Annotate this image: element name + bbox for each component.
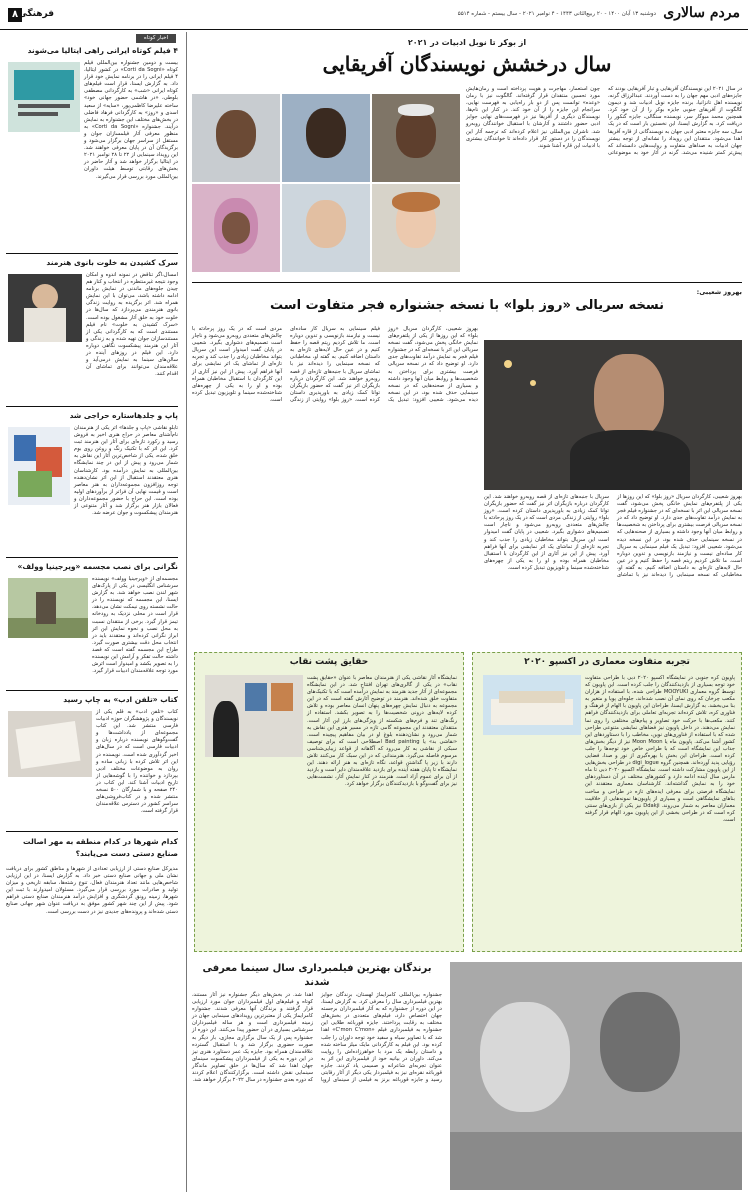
section-label: فرهنگی bbox=[18, 9, 54, 19]
sidebar-header: اخبار کوتاه bbox=[136, 34, 176, 43]
bottom-headline: برندگان بهترین فیلمبرداری سال سینما معرفی شدند bbox=[202, 963, 432, 988]
feature-article bbox=[192, 286, 742, 646]
divider bbox=[6, 557, 178, 558]
sidebar-item-body: مدیرکل صنایع دستی از ارزیابی تعدادی از شهرها و مناطق کشور برای دریافت نشان ملی و جهانی صنایع دستی خبر داد. به گزارش ایسنا، در این ارزیابی شاخص‌هایی مانند تعداد هنرمندان فعال، تنوع رشته‌ها، سابقه تاریخی و میزان تولید و صادرات مورد بررسی قرار می‌گیرد. مسئولان امیدوارند با ثبت این شهرها، زمینه رونق گردشگری و افزایش درآمد هنرمندان صنایع دستی فراهم شود. پیش از این چند شهر کشور موفق به دریافت عنوان شهر جهانی صنایع دستی شده‌اند و پرونده‌های جدیدی نیز در دست بررسی است. bbox=[6, 866, 178, 915]
sidebar-item-title: کدام شهرها در کدام منطقه به مهر اصالت صنایع دستی دست می‌یابند؟ bbox=[23, 837, 178, 858]
lead-article bbox=[192, 36, 742, 278]
masthead bbox=[0, 0, 748, 30]
author-portraits bbox=[192, 94, 460, 272]
author-photo bbox=[372, 184, 460, 272]
column-rule bbox=[186, 32, 187, 1192]
sidebar-item-body: کتاب «تلفن ادب» به قلم یکی از نویسندگان و پژوهشگران حوزه ادبیات فارسی منتشر شد. این کتاب مجموعه‌ای از یادداشت‌ها و گفت‌وگوهای نویسنده درباره زبان و ادبیات فارسی است که در سال‌های اخیر گردآوری شده است. نویسنده در این اثر تلاش کرده با زبانی ساده و روان به موضوعات مختلف ادبی بپردازد و خواننده را با گوشه‌هایی از تاریخ ادبیات آشنا کند. این کتاب در ۲۴۰ صفحه و با شمارگان ۵۰۰ نسخه منتشر شده و در کتاب‌فروشی‌های سراسر کشور در دسترس علاقه‌مندان قرار گرفته است. bbox=[96, 709, 178, 815]
sidebar-item-body: مجسمه‌ای از «ویرجینیا وولف» نویسنده سرشناس انگلیسی در یکی از پارک‌های شهر لندن نصب خواهد شد. به گزارش ایسنا، این مجسمه که نویسنده را در حالت نشسته روی نیمکت نشان می‌دهد، قرار است در محلی نزدیک به رودخانه تیمز قرار گیرد. برخی از منتقدان نسبت به محل نصب و نحوه نمایش این اثر ابراز نگرانی کرده‌اند و معتقدند باید در انتخاب محل دقت بیشتری صورت گیرد. طراح این مجسمه گفته است که قصد داشته حالت تفکر و آرامش این نویسنده را به تصویر بکشد و امیدوار است اثرش مورد توجه علاقه‌مندان ادبیات قرار گیرد. bbox=[92, 576, 178, 675]
sidebar-item-body: بیست و دومین جشنواره بین‌المللی فیلم کوتاه «Corti da Sogni» در کشور ایتالیا، ۴ فیلم ایرانی را در برنامه نمایش خود قرار داد. به گزارش ایسنا، قرار است فیلم‌های کوتاه ایرانی «شب» به کارگردانی مصطفی بلوطی، «در هاشمی حضور جهانی خود» ساخته علیرضا کاظمی‌پور، «سایه» از سعید اسدی و «روز» به کارگردانی فرهاد فاضلی در بخش‌های مختلف این جشنواره به نمایش درآیند. جشنواره «Corti da Sogni» به منظور معرفی آثار فیلمسازان جوان و مستقل از سراسر جهان برگزار می‌شود و برگزیدگان آن در پایان معرفی خواهند شد. این رویداد سینمایی از ۲۲ تا ۲۸ نوامبر ۲۰۲۱ در ایتالیا برگزار خواهد شد و آثار حاضر در بخش‌های رقابتی توسط هیئت داوران بین‌المللی مورد بررسی قرار می‌گیرند. bbox=[84, 60, 178, 180]
sidebar-item-body: تابلو نقاشی «پاپ و جلدها» اثر یکی از هنرمندان نام‌آشنای معاصر در حراج هنری اخیر به فروش رسید و رکورد تازه‌ای برای آثار این هنرمند ثبت کرد. این اثر که با تکنیک رنگ و روغن روی بوم خلق شده، یکی از شاخص‌ترین آثار این نقاش به شمار می‌رود و پیش از این در چند نمایشگاه بین‌المللی به نمایش درآمده بود. کارشناسان هنری معتقدند استقبال از این اثر نشان‌دهنده توجه روزافزون مجموعه‌داران به هنر معاصر است و قیمت نهایی آن فراتر از برآوردهای اولیه بوده است. این حراج با حضور مجموعه‌داران و فعالان بازار هنر برگزار شد و آثار متنوعی از هنرمندان پیشکسوت و جوان عرضه شد. bbox=[74, 425, 178, 517]
section-label-box bbox=[8, 6, 52, 24]
feature-byline: بهروز شعیبی: bbox=[696, 288, 742, 296]
bottom-body: جشنواره بین‌المللی کامرایماژ لهستان، برندگان جوایز بهترین فیلمبرداری سال را معرفی کرد. به گزارش ایسنا، در این دوره از جشنواره که به آثار فیلمبرداران برجسته جهان اختصاص دارد، فیلم‌های متعددی در بخش‌های مختلف به رقابت پرداختند. جایزه قورباغه طلایی این جشنواره به فیلمبرداری فیلم «C'mon C'mon» اهدا شد که با تصاویر سیاه و سفید خود توجه داوران را جلب کرده بود. این فیلم به کارگردانی مایک میلز ساخته شده و داستان رابطه یک مرد با خواهرزاده‌اش را روایت می‌کند. داوران در بیانیه خود از فیلمبرداری این اثر به عنوان تجربه‌ای شاعرانه و صمیمی یاد کردند. جایزه قورباغه نقره‌ای نیز به فیلمبردار یکی دیگر از آثار رقابتی رسید و جایزه قورباغه برنز به فیلمی از سینمای اروپا اهدا شد. در بخش‌های دیگر جشنواره نیز آثار مستند، کوتاه و فیلم‌های اول فیلمبرداران جوان مورد ارزیابی قرار گرفتند و برندگان آنها معرفی شدند. جشنواره کامرایماژ یکی از معتبرترین رویدادهای سینمایی جهان در زمینه فیلمبرداری است و هر ساله فیلمبرداران سرشناس بسیاری در آن حضور پیدا می‌کنند. این دوره از جشنواره پس از یک سال برگزاری مجازی، بار دیگر به صورت حضوری برگزار شد و با استقبال گسترده علاقه‌مندان همراه بود. جایزه یک عمر دستاورد هنری نیز در این دوره به یکی از فیلمبرداران پیشکسوت سینمای جهان اهدا شد که سال‌ها در خلق تصاویر ماندگار سینمایی نقش داشته است. برگزارکنندگان اعلام کردند که دوره بعدی جشنواره در سال ۲۰۲۲ برگزار خواهد شد. bbox=[192, 992, 442, 1084]
author-photo bbox=[192, 184, 280, 272]
author-photo bbox=[192, 94, 280, 182]
architecture-box bbox=[472, 652, 742, 952]
lead-body: در سال ۲۰۲۱ این نویسندگان آفریقایی و تبار آفریقایی بودند که جایزه‌های ادبی مهم جهان را به دست آوردند. عبدالرزاق گرنه، نویسنده اهل تانزانیا، برنده جایزه نوبل ادبیات شد و دیمون گالگوت از آفریقای جنوبی جایزه بوکر را از آن خود کرد. همچنین محمد مبوگار سر، نویسنده سنگالی، جایزه گنکور را دریافت کرد. به گزارش ایسنا، این نخستین بار است که در یک سال، سه جایزه معتبر ادبی جهان به نویسندگانی از قاره آفریقا اهدا می‌شود. منتقدان این رویداد را نشانه‌ای از توجه بیشتر جهان ادبیات به صداهای متفاوت و روایت‌هایی دانسته‌اند که پیش‌تر کمتر شنیده می‌شد. گرنه در آثار خود به موضوعاتی چون استعمار، مهاجرت و هویت پرداخته است و رمان‌هایش مورد تحسین منتقدان قرار گرفته‌اند. گالگوت نیز با رمان «وعده» توانست پس از دو بار راه‌یابی به فهرست نهایی، سرانجام این جایزه را از آن خود کند. در کنار این نام‌ها، نویسندگان دیگری از آفریقا نیز در فهرست‌های نهایی جوایز ادبی حضور داشتند و آثارشان با استقبال خوانندگان روبه‌رو شد. ناشران بین‌المللی نیز اعلام کرده‌اند که ترجمه آثار این نویسندگان را در دستور کار قرار داده‌اند تا خوانندگان بیشتری با ادبیات این قاره آشنا شوند. bbox=[466, 86, 743, 156]
newspaper-name: مردم سالاری bbox=[663, 5, 740, 21]
masthead-rule bbox=[0, 29, 748, 30]
sidebar-item-title: سرک کشیدن به خلوت بانوی هنرمند bbox=[46, 258, 178, 267]
sidebar bbox=[0, 32, 184, 1200]
divider bbox=[6, 690, 178, 691]
art-box bbox=[194, 652, 464, 952]
sidebar-item-title: نگرانی برای نصب مجسمه «ویرجینیا وولف» bbox=[17, 562, 178, 571]
dateline: دوشنبه ۱۳ آبان ۱۴۰۰ - ۲۰ ربیع‌الثانی ۱۴۴۳ - ۴ نوامبر ۲۰۲۱ - سال بیستم - شماره ۵۵۱۴ bbox=[457, 11, 656, 17]
director-photo bbox=[484, 340, 742, 490]
sidebar-item-title: ۴ فیلم کوتاه ایرانی راهی ایتالیا می‌شوند bbox=[27, 46, 178, 55]
bottom-article bbox=[192, 958, 742, 1194]
author-photo bbox=[282, 94, 370, 182]
sidebar-item-body: امسال،اگر تناقض در نمونه اندوه و امکان وجود نتیجه غیرمنتظره در انتخاب و کنار هم چیدن جلوه‌های ماندنی در نمایش برنامه ادامه داشته باشد، می‌توان با این نمایش همراه شد. اثر برگزیده به روایت زندگی بانوی هنرمندی می‌پردازد که سال‌ها در خلوت خود به خلق آثار مشغول بوده است. «سرک کشیدن به خلوت» نام فیلم مستندی است که به کارگردانی یکی از مستندسازان جوان تهیه شده و به زندگی و آثار این هنرمند پیشکسوت نگاهی دوباره دارد. این فیلم در روزهای آینده در سالن‌های سینما به نمایش درمی‌آید و علاقه‌مندان می‌توانند برای تماشای آن اقدام کنند. bbox=[86, 272, 178, 378]
author-photo bbox=[282, 184, 370, 272]
architecture-box-title: تجربه متفاوت معماری در اکسپو ۲۰۲۰ bbox=[524, 657, 690, 667]
divider bbox=[6, 831, 178, 832]
feature-body-continued: بهروز شعیبی، کارگردان سریال «روز بلوا» که این روزها از یکی از پلتفرم‌های نمایش خانگی پخش می‌شود، گفت نسخه سریالی این اثر با نسخه‌ای که در جشنواره فیلم فجر به نمایش درآمد تفاوت‌های جدی دارد. او توضیح داد که در نسخه سریالی فرصت بیشتری برای پرداختن به شخصیت‌ها و روابط میان آنها وجود داشته و بسیاری از صحنه‌هایی که در نسخه سینمایی حذف شده بود، در این نسخه دیده می‌شود. شعیبی افزود: تبدیل یک فیلم سینمایی به سریال کار ساده‌ای نیست و نیازمند بازنویسی و تدوین دوباره است. ما تلاش کردیم ریتم قصه را حفظ کنیم و در عین حال لایه‌های تازه‌ای به داستان اضافه کنیم. به گفته او، مخاطبانی که نسخه سینمایی را دیده‌اند نیز با تماشای سریال با جنبه‌های تازه‌ای از قصه روبه‌رو خواهند شد. این کارگردان درباره بازیگران اثر نیز گفت که حضور بازیگران توانا کمک زیادی به باورپذیری داستان کرده است. «روز بلوا» روایتی از زندگی مردی است که در یک روز پرحادثه با چالش‌های متعددی روبه‌رو می‌شود و ناچار است تصمیم‌های دشواری بگیرد. شعیبی در پایان گفت امیدوار است این سریال بتواند مخاطبان زیادی را جذب کند و تجربه تازه‌ای از تماشای یک اثر نمایشی برای آنها فراهم آورد. پیش از این نیز آثاری از این کارگردان با استقبال مخاطبان همراه بوده و او را به یکی از چهره‌های شناخته‌شده سینما و تلویزیون تبدیل کرده است. bbox=[483, 494, 742, 579]
sidebar-item-title: کتاب «تلفن ادب» به چاپ رسید bbox=[63, 695, 178, 704]
film-still-photo bbox=[450, 962, 742, 1190]
divider bbox=[6, 253, 178, 254]
art-box-body: نمایشگاه آثار نقاشی یکی از هنرمندان معاصر با عنوان «حقایق پشت نقاب» در یکی از گالری‌های تهران افتتاح شد. در این نمایشگاه مجموعه‌ای از آثار جدید هنرمند به نمایش درآمده است که با تکنیک‌های متفاوت خلق شده‌اند. هنرمند در توضیح آثارش گفته است که در این مجموعه به دنبال نمایش چهره‌های پنهان انسان معاصر بوده و تلاش کرده لایه‌های درونی شخصیت‌ها را به تصویر بکشد. استفاده از رنگ‌های تند و فرم‌های شکسته از ویژگی‌های بارز این آثار است. منتقدان معتقدند این مجموعه گامی تازه در مسیر هنری این نقاش به شمار می‌رود و نشان‌دهنده بلوغ او در بیان مفاهیم پیچیده است. «نقاشی بد» یا Bad painting اصطلاحی است که برای توصیف سبکی از نقاشی به کار می‌رود که آگاهانه از قواعد زیبایی‌شناسی مرسوم فاصله می‌گیرد. هنرمندانی که در این سبک کار می‌کنند تلاش دارند با زیر پا گذاشتن قواعد، نگاه تازه‌ای به هنر ارائه دهند. این نمایشگاه تا پایان هفته آینده برای بازدید علاقه‌مندان دایر است و بازدید از آن برای عموم آزاد است. هنرمند در کنار نمایش آثار، نشست‌هایی نیز برای گفت‌وگو با بازدیدکنندگان برگزار خواهد کرد. bbox=[307, 675, 457, 788]
architecture-box-body: پاویون کره جنوبی در نمایشگاه اکسپو ۲۰۲۰ دبی با طراحی متفاوت خود توجه بسیاری از بازدیدکنندگان را جلب کرده است. این پاویون که توسط گروه معماری MOOYUKI طراحی شده، با استفاده از هزاران مکعب چرخان که روی نمای آن نصب شده‌اند، جلوه‌ای پویا و متغیر به بنا می‌بخشد. به گزارش ایسنا، طراحان این پاویون با الهام از فرهنگ و فناوری کره، تلاش کرده‌اند تجربه‌ای تعاملی برای بازدیدکنندگان فراهم کنند. مکعب‌ها با حرکت خود تصاویر و پیام‌های مختلفی را روی نما نمایش می‌دهند. در داخل پاویون نیز فضاهای نمایشی متنوعی طراحی شده که با استفاده از فناوری‌های نوین، مخاطب را با دستاوردهای این کشور آشنا می‌کند. پاویون ماه یا Moon Moon نیز از دیگر بخش‌های جذاب این نمایشگاه است که با طراحی خاص خود توجه‌ها را جلب کرده است. طراحان این بخش با بهره‌گیری از نور و صدا، فضایی رؤیایی پدید آورده‌اند. همچنین گروه digi_logue در طراحی بخش‌هایی از این پاویون مشارکت داشته است. نمایشگاه اکسپو ۲۰۲۰ دبی تا ماه مارس سال آینده ادامه دارد و کشورهای مختلف در آن دستاوردهای خود را به نمایش گذاشته‌اند. کارشناسان معماری معتقدند این نمایشگاه فرصتی برای معرفی ایده‌های تازه در طراحی و ساخت بناهای نمایشگاهی است و بسیاری از پاویون‌ها نمونه‌هایی از خلاقیت معماران معاصر به شمار می‌روند. Ddakji نیز یکی از بازی‌های سنتی کره است که در طراحی بخشی از این پاویون مورد الهام قرار گرفته است. bbox=[585, 675, 736, 823]
lead-headline: سال درخشش نویسندگان آفریقایی bbox=[322, 52, 612, 76]
author-photo bbox=[372, 94, 460, 182]
sidebar-item-title: پاپ و جلدها‌ستاره حراجی شد bbox=[69, 411, 178, 420]
page-number: ۸ bbox=[8, 8, 22, 22]
feature-body: بهروز شعیبی، کارگردان سریال «روز بلوا» که این روزها از یکی از پلتفرم‌های نمایش خانگی پخش می‌شود، گفت نسخه سریالی این اثر با نسخه‌ای که در جشنواره فیلم فجر به نمایش درآمد تفاوت‌های جدی دارد. او توضیح داد که در نسخه سریالی فرصت بیشتری برای پرداختن به شخصیت‌ها و روابط میان آنها وجود داشته و بسیاری از صحنه‌هایی که در نسخه سینمایی حذف شده بود، در این نسخه دیده می‌شود. شعیبی افزود: تبدیل یک فیلم سینمایی به سریال کار ساده‌ای نیست و نیازمند بازنویسی و تدوین دوباره است. ما تلاش کردیم ریتم قصه را حفظ کنیم و در عین حال لایه‌های تازه‌ای به داستان اضافه کنیم. به گفته او، مخاطبانی که نسخه سینمایی را دیده‌اند نیز با تماشای سریال با جنبه‌های تازه‌ای از قصه روبه‌رو خواهند شد. این کارگردان درباره بازیگران اثر نیز گفت که حضور بازیگران توانا کمک زیادی به باورپذیری داستان کرده است. «روز بلوا» روایتی از زندگی مردی است که در یک روز پرحادثه با چالش‌های متعددی روبه‌رو می‌شود و ناچار است تصمیم‌های دشواری بگیرد. شعیبی در پایان گفت امیدوار است این سریال بتواند مخاطبان زیادی را جذب کند و تجربه تازه‌ای از تماشای یک اثر نمایشی برای آنها فراهم آورد. پیش از این نیز آثاری از این کارگردان با استقبال مخاطبان همراه بوده و او را به یکی از چهره‌های شناخته‌شده سینما و تلویزیون تبدیل کرده است. bbox=[192, 326, 478, 403]
divider bbox=[192, 282, 742, 283]
divider bbox=[6, 406, 178, 407]
art-box-title: حقایق پشت نقاب bbox=[289, 657, 369, 667]
feature-headline: نسخه سریالی «روز بلوا» با نسخه جشنواره فجر متفاوت است bbox=[270, 298, 664, 313]
lead-kicker: از بوکر تا نوبل ادبیات در ۲۰۲۱ bbox=[407, 38, 527, 47]
